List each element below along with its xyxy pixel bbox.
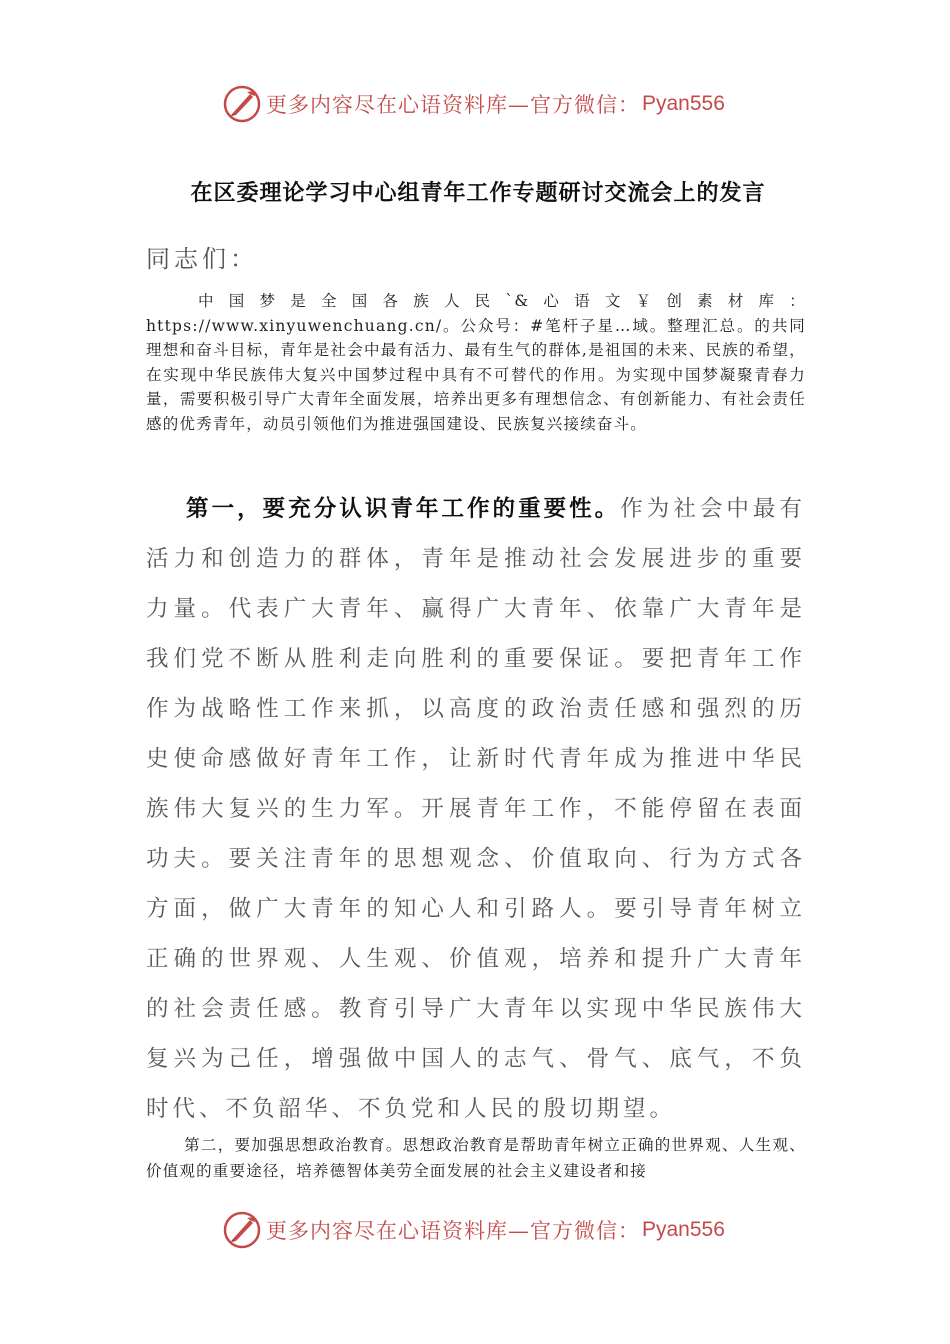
footer-banner-text: 更多内容尽在心语资料库—官方微信：	[266, 1219, 640, 1243]
section-1-body: 作为社会中最有活力和创造力的群体，青年是推动社会发展进步的重要力量。代表广大青年、赢得广大青年、依靠广大青年是我们党不断从胜利走向胜利的重要保证。要把青年工作作为战略性工作来抓，以高度的政治责任感和强烈的历史使命感做好青年工作，让新时代青年成为推进中华民族伟大复兴的生力军。开展青年工作，不能停留在表面功夫。要关注青年的思想观念、价值取向、行为方式各方面，做广大青年的知心人和引路人。要引导青年树立正确的世界观、人生观、价值观，培养和提升广大青年的社会责任感。教育引导广大青年以实现中华民族伟大复兴为己任，增强做中国人的志气、骨气、底气，不负时代、不负韶华、不负党和人民的殷切期望。	[146, 496, 806, 1122]
footer-wechat-id: Pyan556	[642, 1218, 725, 1241]
intro-text: 中国梦是全国各族人民`&心语文￥创素材库：https://www.xinyuwenchuang.cn/。公众号：#笔杆子星…域。整理汇总。的共同理想和奋斗目标，青年是社会中最有活力、最有生气的群体,是祖国的未来、民族的希望，在实现中华民族伟大复兴中国梦过程中具有不可替代的作用。为实现中国梦凝聚青春力量，需要积极引导广大青年全面发展，培养出更多有理想信念、有创新能力、有社会责任感的优秀青年，动员引领他们为推进强国建设、民族复兴接续奋斗。	[146, 292, 806, 433]
section-2-paragraph	[146, 1132, 806, 1184]
document-title: 在区委理论学习中心组青年工作专题研讨交流会上的发言	[190, 181, 766, 206]
section-1-heading: 第一，要充分认识青年工作的重要性。	[186, 496, 621, 522]
quill-logo-icon	[222, 1210, 262, 1250]
section-2-text: 第二，要加强思想政治教育。思想政治教育是帮助青年树立正确的世界观、人生观、价值观的重要途径，培养德智体美劳全面发展的社会主义建设者和接	[146, 1136, 806, 1180]
header-wechat-id: Pyan556	[642, 92, 725, 115]
header-banner	[222, 82, 725, 126]
quill-logo-icon	[222, 84, 262, 124]
salutation: 同志们：	[146, 245, 258, 273]
footer-banner	[222, 1208, 725, 1252]
intro-paragraph	[146, 289, 806, 436]
section-1-paragraph	[146, 484, 806, 1134]
header-banner-text: 更多内容尽在心语资料库—官方微信：	[266, 93, 640, 117]
